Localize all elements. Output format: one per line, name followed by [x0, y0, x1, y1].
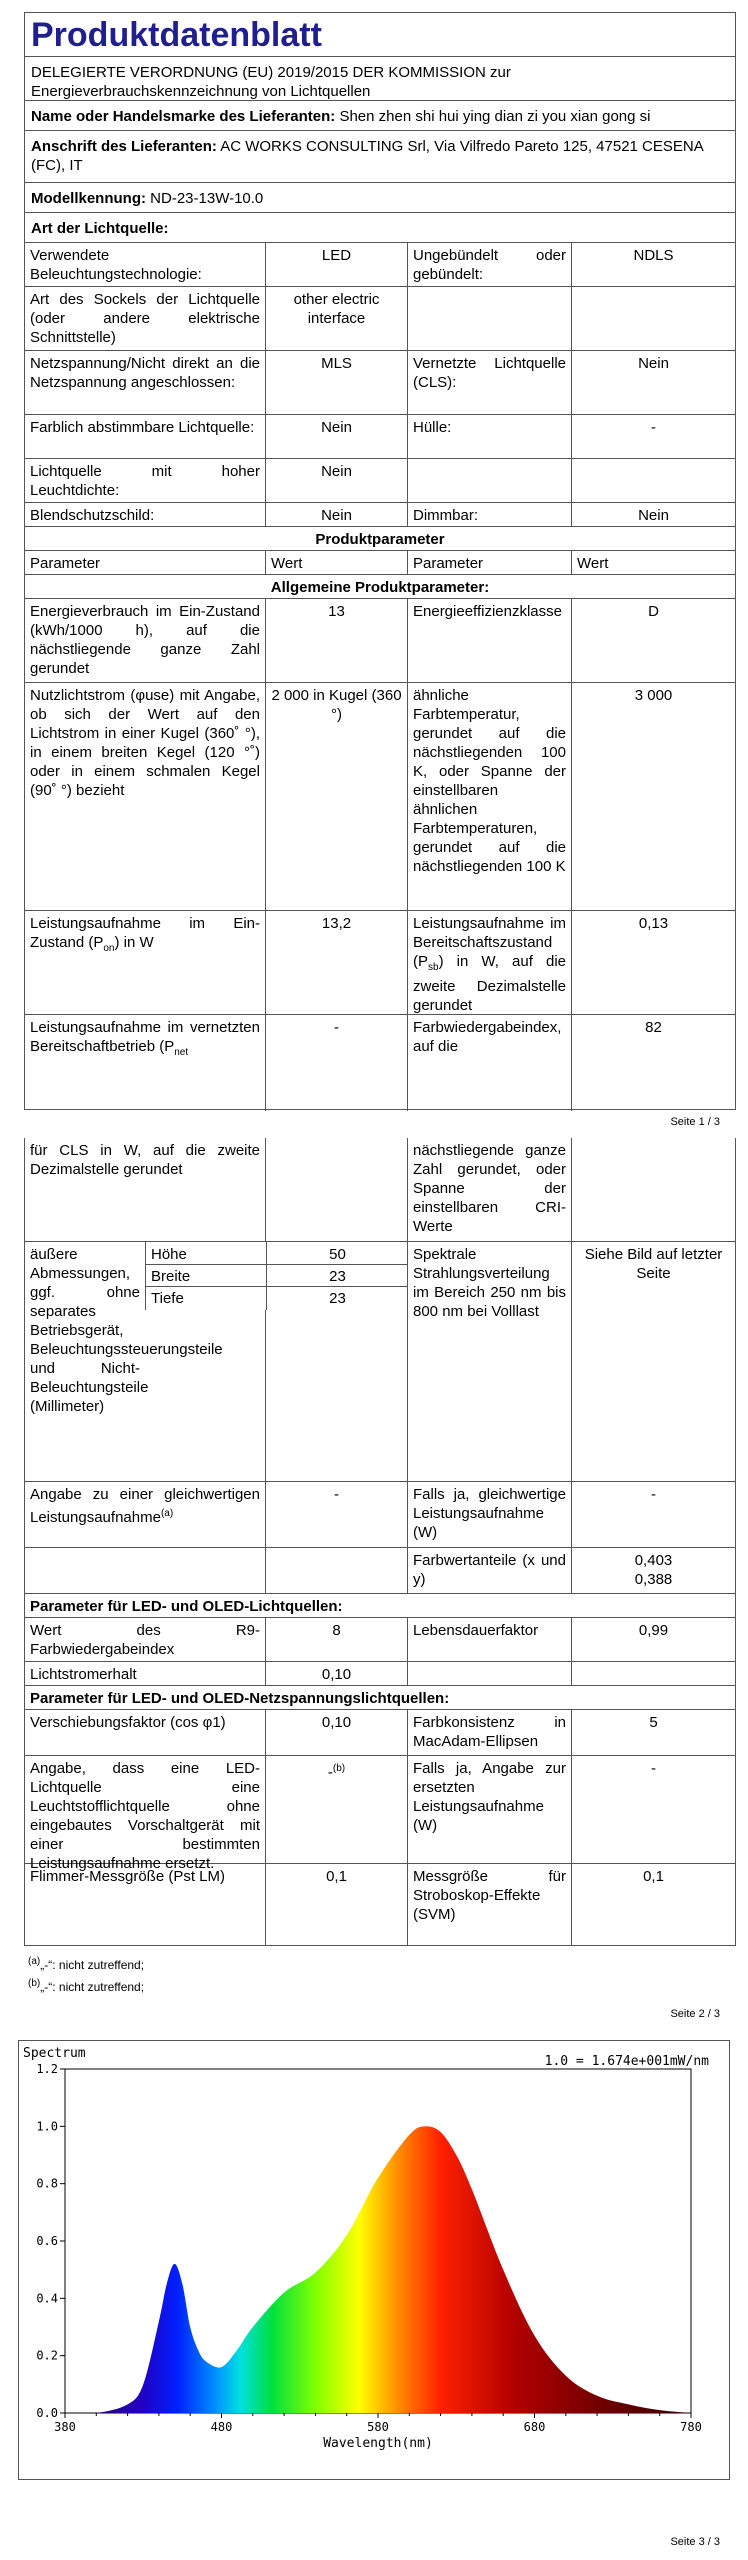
type-heading-row: [25, 213, 735, 243]
table-row: [25, 459, 735, 503]
supplier-label: Name oder Handelsmarke des Lieferanten:: [31, 108, 336, 125]
param-label: [407, 287, 571, 350]
dimension-row: [146, 1264, 408, 1287]
x-axis-label: Wavelength(nm): [323, 2436, 433, 2451]
y-tick-label: 0.0: [36, 2406, 58, 2420]
param-label: Falls ja, gleichwertige Leistungsaufnahme (W): [407, 1482, 571, 1547]
led-heading: Parameter für LED- und OLED-Lichtquellen:: [30, 1598, 343, 1615]
dimension-name: Tiefe: [151, 1290, 184, 1307]
param-label: Messgröße für Stroboskop-Effekte (SVM): [407, 1864, 571, 1946]
param-value: -: [571, 415, 735, 458]
address-row: [25, 131, 735, 183]
param-value: [571, 459, 735, 502]
column-header-param: Parameter: [30, 555, 101, 572]
dimension-name: Breite: [151, 1268, 191, 1285]
param-value: 5: [571, 1710, 735, 1755]
param-value: MLS: [265, 351, 407, 414]
column-header-row: [25, 551, 735, 575]
page-title: Produktdatenblatt: [31, 16, 322, 54]
param-label: Farbwertanteile (x und y): [407, 1548, 571, 1593]
param-label: Blendschutzschild:: [30, 507, 155, 524]
param-label: Energieverbrauch im Ein-Zustand (kWh/1000 h), auf die nächstliegende ganze Zahl gerundet: [30, 603, 260, 677]
param-label: Angabe, dass eine LED-Lichtquelle eine Leuchtstofflichtquelle ohne eingebautes Vorschaltgerät mit einer bestimmten Leistungsaufnahme ersetzt.: [30, 1760, 260, 1872]
param-label: für CLS in W, auf die zweite Dezimalstelle gerundet: [30, 1142, 260, 1178]
model-row: [25, 183, 735, 213]
value-text: -: [327, 1764, 333, 1781]
x-tick-label: 680: [523, 2420, 546, 2434]
spectrum-chart-frame: [18, 2040, 730, 2480]
param-value: -: [265, 1482, 407, 1547]
title-row: [25, 13, 735, 57]
table-row: [25, 1864, 735, 1946]
product-params-heading: Produktparameter: [315, 531, 445, 548]
model-value: ND-23-13W-10.0: [150, 190, 264, 207]
model-label: Modellkennung:: [31, 190, 146, 207]
param-label: Lebensdauerfaktor: [407, 1618, 571, 1661]
param-label: Nutzlichtstrom (φuse) mit Angabe, ob sich der Wert auf den Lichtstrom in einer Kugel (360˚ °), in einem breiten Kegel (120 °˚) oder in einem schmalen Kegel (90˚ °) bezieht: [30, 687, 260, 799]
label-subscript: net: [174, 1047, 189, 1058]
dimensions-row: [25, 1242, 735, 1482]
dimension-value: 50: [266, 1242, 408, 1264]
param-label: Art des Sockels der Lichtquelle (oder andere elektrische Schnittstelle): [30, 291, 260, 346]
param-label: ähnliche Farbtemperatur, gerundet auf die nächstliegenden 100 K, oder Spanne der einstellbaren ähnlichen Farbtemperaturen, gerundet auf die nächstliegenden 100 K: [407, 683, 571, 910]
table-row: [25, 1710, 735, 1756]
label-text: Leistungsaufnahme im vernetzten Bereitschaftbetrieb (P: [30, 1019, 260, 1055]
param-value: 0,99: [571, 1618, 735, 1661]
y-tick-label: 0.4: [36, 2291, 58, 2306]
param-label: Flimmer-Messgröße (Pst LM): [30, 1868, 226, 1885]
y-tick-label: 0.2: [36, 2348, 58, 2363]
page-number: Seite 1 / 3: [670, 1116, 720, 1128]
label-text: ) in W: [114, 934, 154, 951]
table-row: [25, 243, 735, 287]
param-label: [25, 1482, 265, 1547]
dimensions-subtable: [145, 1242, 408, 1310]
x-tick-label: 380: [54, 2420, 76, 2434]
param-label: [25, 911, 265, 1014]
table-row: [25, 911, 735, 1015]
param-label: Ungebündelt oder gebündelt:: [407, 243, 571, 286]
mls-heading: Parameter für LED- und OLED-Netzspannungslichtquellen:: [30, 1690, 450, 1707]
param-value: -: [265, 1015, 407, 1111]
param-label: Farbkonsistenz in MacAdam-Ellipsen: [407, 1710, 571, 1755]
spectrum-area: [65, 2126, 691, 2413]
table-row: [25, 1015, 735, 1111]
param-value: [571, 1662, 735, 1685]
param-label: Wert des R9-Farbwiedergabeindex: [30, 1622, 260, 1658]
param-value: 82: [571, 1015, 735, 1111]
mls-heading-row: [25, 1686, 735, 1710]
column-header-value: Wert: [265, 551, 407, 574]
general-heading-row: [25, 575, 735, 599]
footnote-text: „-“: nicht zutreffend;: [40, 1980, 145, 1994]
column-header-param: Parameter: [407, 551, 571, 574]
param-value: 0,1: [265, 1864, 407, 1946]
x-tick-label: 480: [210, 2420, 233, 2434]
param-label: Lichtstromerhalt: [30, 1666, 137, 1683]
param-label: Verwendete Beleuchtungstechnologie:: [30, 247, 202, 283]
datasheet-table-page2: [24, 1138, 736, 1946]
param-value: Nein: [265, 459, 407, 502]
page-number: Seite 2 / 3: [670, 2008, 720, 2020]
dimension-row: [146, 1286, 408, 1310]
table-row: [25, 1482, 735, 1548]
param-value: 0,13: [571, 911, 735, 1014]
param-value: D: [571, 599, 735, 682]
param-value: 0,1: [571, 1864, 735, 1946]
scale-note: 1.0 = 1.674e+001mW/nm: [544, 2054, 709, 2069]
param-label: Lichtquelle mit hoher Leuchtdichte:: [30, 463, 260, 499]
param-value: 0,10: [265, 1710, 407, 1755]
param-value: other electric interface: [265, 287, 407, 350]
plot-area: [36, 2062, 702, 2451]
param-value: [265, 1756, 407, 1863]
table-row: [25, 503, 735, 527]
label-text: Leistungsaufnahme im Ein-Zustand (P: [30, 915, 260, 951]
led-heading-row: [25, 1594, 735, 1618]
param-label: nächstliegende ganze Zahl gerundet, oder Spanne der einstellbaren CRI-Werte: [407, 1138, 571, 1241]
param-label: Dimmbar:: [407, 503, 571, 526]
param-label: Energieeffizienzklasse: [407, 599, 571, 682]
param-label: [25, 1015, 265, 1111]
table-row: [25, 1618, 735, 1662]
footnote-text: „-“: nicht zutreffend;: [40, 1958, 145, 1972]
param-label: Hülle:: [407, 415, 571, 458]
param-value: 2 000 in Kugel (360 °): [265, 683, 407, 910]
y-tick-label: 1.2: [36, 2062, 58, 2076]
divider: [265, 1310, 266, 1481]
dimension-name: Höhe: [151, 1246, 187, 1263]
empty-cell: [25, 1548, 265, 1593]
x-tick-label: 780: [680, 2420, 702, 2434]
supplier-row: [25, 101, 735, 131]
param-value: Nein: [571, 351, 735, 414]
dimension-row: [146, 1242, 408, 1265]
table-row: [25, 683, 735, 911]
param-label: Farbwiedergabeindex, auf die: [407, 1015, 571, 1111]
label-text: Angabe zu einer gleichwertigen Leistungsaufnahme: [30, 1486, 260, 1526]
param-value: NDLS: [571, 243, 735, 286]
y-tick-label: 0.6: [36, 2234, 58, 2248]
y-tick-label: 0.8: [36, 2176, 58, 2191]
param-value: Nein: [265, 503, 407, 526]
address-label: Anschrift des Lieferanten:: [31, 138, 217, 155]
footnote-b: [28, 1978, 144, 1994]
spectrum-chart: [19, 2041, 729, 2479]
regulation-row: [25, 57, 735, 101]
column-header-value: Wert: [571, 551, 735, 574]
param-label: Farblich abstimmbare Lichtquelle:: [30, 419, 255, 436]
dimension-value: 23: [266, 1264, 408, 1286]
table-row: [25, 599, 735, 683]
param-label: Falls ja, Angabe zur ersetzten Leistungsaufnahme (W): [407, 1756, 571, 1863]
param-value: [571, 287, 735, 350]
param-value: 8: [265, 1618, 407, 1661]
y-tick-label: 1.0: [36, 2119, 58, 2134]
color-y: 0,388: [634, 1571, 673, 1588]
param-value: 13: [265, 599, 407, 682]
param-label: [407, 459, 571, 502]
color-x: 0,403: [634, 1552, 673, 1569]
x-tick-label: 580: [367, 2420, 389, 2434]
label-subscript: sb: [428, 962, 439, 973]
regulation-text: DELEGIERTE VERORDNUNG (EU) 2019/2015 DER KOMMISSION zur Energieverbrauchskennzeichnung von Lichtquellen: [31, 64, 511, 100]
param-value: -: [571, 1482, 735, 1547]
param-label: Verschiebungsfaktor (cos φ1): [30, 1714, 226, 1731]
table-row: [25, 1548, 735, 1594]
param-value: Siehe Bild auf letzter Seite: [571, 1242, 735, 1481]
param-value: 0,10: [265, 1662, 407, 1685]
page-number: Seite 3 / 3: [670, 2536, 720, 2548]
param-value: 3 000: [571, 683, 735, 910]
general-heading: Allgemeine Produktparameter:: [270, 579, 490, 596]
footnote-mark: (a): [160, 1508, 174, 1519]
datasheet-table-page1: [24, 12, 736, 1110]
param-label: Netzspannung/Nicht direkt an die Netzspannung angeschlossen:: [30, 355, 260, 391]
type-heading: Art der Lichtquelle:: [31, 220, 169, 237]
table-row: [25, 415, 735, 459]
table-row: [25, 287, 735, 351]
empty-cell: [265, 1548, 407, 1593]
dimension-value: 23: [266, 1286, 408, 1310]
param-value: 13,2: [265, 911, 407, 1014]
param-label: Vernetzte Lichtquelle (CLS):: [407, 351, 571, 414]
param-value: -: [571, 1756, 735, 1863]
table-row: [25, 1662, 735, 1686]
table-row: [25, 351, 735, 415]
param-label: Spektrale Strahlungsverteilung im Bereich 250 nm bis 800 nm bei Volllast: [407, 1242, 571, 1481]
label-text: ) in W, auf die zweite Dezimalstelle gerundet: [413, 953, 566, 1014]
param-label: [407, 1662, 571, 1685]
empty-cell: [265, 1138, 407, 1241]
param-value: LED: [265, 243, 407, 286]
label-text: Leistungsaufnahme im Bereitschaftszustand (P: [413, 915, 566, 970]
chart-title: Spectrum: [23, 2046, 86, 2061]
dimensions-label: äußere Abmessungen, ggf. ohne separates Betriebsgerät, Beleuchtungssteuerungsteile und Nicht-Beleuchtungsteile (Millimeter): [30, 1246, 223, 1415]
label-subscript: on: [103, 943, 115, 954]
table-row: [25, 1756, 735, 1872]
empty-cell: [571, 1138, 735, 1241]
param-label: [407, 911, 571, 1014]
product-params-heading-row: [25, 527, 735, 551]
table-row: [25, 1138, 735, 1242]
footnote-a: [28, 1956, 144, 1972]
address-value: AC WORKS CONSULTING Srl, Via Vilfredo Pareto 125, 47521 CESENA (FC), IT: [31, 138, 703, 174]
param-value: Nein: [571, 503, 735, 526]
footnote-mark: (b): [332, 1763, 346, 1774]
param-value: [571, 1548, 735, 1593]
supplier-value: Shen zhen shi hui ying dian zi you xian gong si: [339, 108, 651, 125]
footnote-mark: (b): [28, 1978, 41, 1989]
footnote-mark: (a): [28, 1956, 41, 1967]
param-value: Nein: [265, 415, 407, 458]
